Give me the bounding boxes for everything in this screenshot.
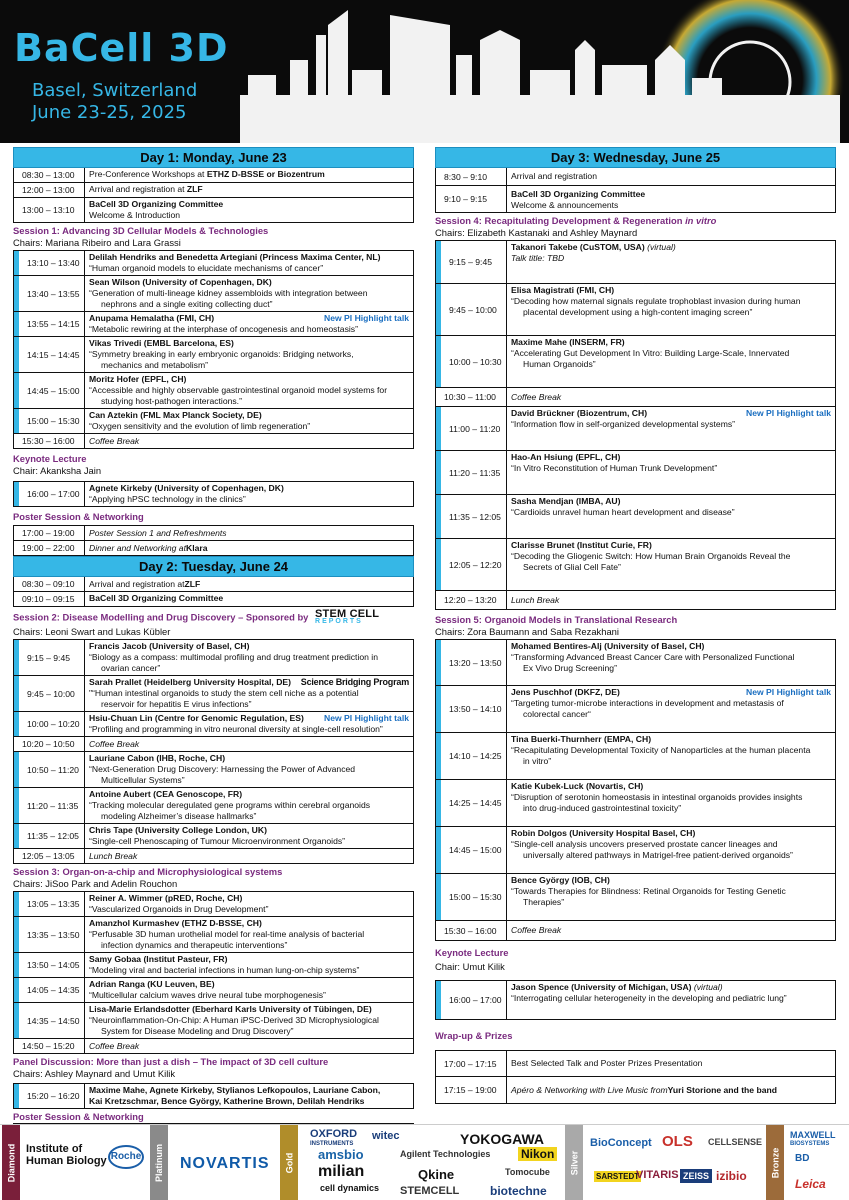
session4-table (435, 240, 836, 610)
session1-table (13, 250, 414, 449)
witec-logo: witec (372, 1130, 400, 1142)
tomocube-logo: Tomocube (505, 1167, 550, 1177)
keynote-table (435, 980, 836, 1020)
event-title: BaCell 3D (14, 26, 229, 70)
session-title: Keynote Lecture (435, 947, 509, 958)
speaker-name: Mohamed Bentires-Alj (University of Basel, CH) (511, 641, 705, 651)
time-cell: 10:00 – 10:30 (436, 336, 507, 387)
speaker-name: Vikas Trivedi (EMBL Barcelona, ES) (89, 338, 234, 348)
stem-cell-reports-logo: STEM CELL REPORTS (315, 608, 380, 625)
time-cell: 10:30 – 11:00 (436, 388, 507, 406)
time-cell: 11:35 – 12:05 (14, 824, 85, 848)
time-cell: 17:15 – 19:00 (436, 1077, 507, 1103)
speaker-name: Robin Dolgos (University Hospital Basel, CH) (511, 828, 696, 838)
talk-title-cont: Therapies” (523, 897, 565, 907)
talk-title-cont: Human Organoids” (523, 359, 596, 369)
talk-title-cont: nephrons and a single exiting collecting duct” (101, 299, 273, 309)
time-cell: 15:00 – 15:30 (14, 409, 85, 433)
speaker-name: Kai Kretzschmar, Bence György, Katherine Brown, Delilah Hendriks (89, 1096, 365, 1106)
talk-title-cont: colorectal cancer“ (523, 709, 591, 719)
session-title: Session 3: Organ-on-a-chip and Microphysiological systems (13, 866, 283, 877)
break-label: Poster Session 1 and Refreshments (89, 527, 227, 538)
talk-row (13, 676, 414, 712)
vitaris-logo: VITARIS (636, 1169, 679, 1181)
amsbio-logo: amsbio (318, 1147, 364, 1162)
time-cell: 10:20 – 10:50 (14, 737, 85, 751)
session-title: Session 5: Organoid Models in Translational Research (435, 614, 678, 625)
break-row (435, 921, 836, 941)
speaker-name: Elisa Magistrati (FMI, CH) (511, 285, 615, 295)
talk-title: “Interrogating cellular heterogeneity in the developing and pediatric lung” (511, 993, 787, 1003)
time-cell: 10:00 – 10:20 (14, 712, 85, 736)
time-cell: 13:55 – 14:15 (14, 312, 85, 336)
talk-title: Talk title: TBD (511, 253, 565, 263)
talk-row (13, 481, 414, 507)
sarstedt-logo: SARSTEDT (596, 1172, 640, 1181)
time-cell: 13:35 – 13:50 (14, 917, 85, 952)
speaker-name: Takanori Takebe (CuSTOM, USA) (virtual) (511, 242, 676, 252)
time-cell: 13:40 – 13:55 (14, 276, 85, 311)
talk-row (435, 336, 836, 388)
table-row: 8:30 – 9:10 Arrival and registration (435, 168, 836, 186)
session-chairs: Chairs: Zora Baumann and Saba Rezakhani (435, 626, 619, 637)
time-cell: 10:50 – 11:20 (14, 752, 85, 787)
session-title: Session 2: Disease Modelling and Drug Discovery – Sponsored by STEM CELL REPORTS (13, 608, 380, 625)
speaker-name: Chris Tape (University College London, UK) (89, 825, 267, 835)
nikon-logo: Nikon (518, 1147, 557, 1161)
time-cell: 12:05 – 12:20 (436, 539, 507, 590)
talk-title: “Accessible and highly observable gastrointestinal organoid model systems for (89, 385, 388, 395)
speaker-name: Can Aztekin (FML Max Planck Society, DE) (89, 410, 262, 420)
time-cell: 14:15 – 14:45 (14, 337, 85, 372)
talk-title-cont: Ex Vivo Drug Screening” (523, 663, 617, 673)
talk-row (435, 451, 836, 495)
break-row (435, 388, 836, 407)
day2-intro-table (13, 577, 414, 607)
talk-row (13, 917, 414, 953)
talk-title-cont: reservoir for hepatitis E virus infections” (101, 699, 252, 709)
talk-title: “Disruption of serotonin homeostasis in intestinal organoids provides insights (511, 792, 803, 802)
break-row (13, 737, 414, 752)
break-label: Apéro & Networking with Live Music from (511, 1084, 668, 1095)
talk-row (13, 373, 414, 409)
speaker-name: Antoine Aubert (CEA Genoscope, FR) (89, 789, 243, 799)
basel-skyline-illustration (230, 0, 849, 143)
speaker-name: Jens Puschhof (DKFZ, DE) (511, 687, 620, 697)
day1-heading: Day 1: Monday, June 23 (13, 147, 414, 168)
tier-silver: Silver (565, 1125, 583, 1200)
talk-title: “Metabolic rewiring at the interphase of oncogenesis and homeostasis” (89, 324, 358, 334)
time-cell: 9:15 – 9:45 (436, 241, 507, 283)
speaker-name: Tina Buerki-Thurnherr (EMPA, CH) (511, 734, 652, 744)
talk-row (13, 752, 414, 788)
talk-title: “Human organoid models to elucidate mechanisms of cancer” (89, 263, 324, 273)
keynote-table (13, 481, 414, 507)
qkine-logo: Qkine (418, 1167, 455, 1182)
session-title: Panel Discussion: More than just a dish – The impact of 3D cell culture (13, 1056, 329, 1067)
speaker-name: Moritz Hofer (EPFL, CH) (89, 374, 187, 384)
time-cell: 14:25 – 14:45 (436, 780, 507, 826)
time-cell: 11:20 – 11:35 (14, 788, 85, 823)
time-cell: 11:00 – 11:20 (436, 407, 507, 450)
talk-title: “Decoding how maternal signals regulate trophoblast invasion during human (511, 296, 801, 306)
talk-title-cont: infection dynamics and therapeutic interventions” (101, 940, 288, 950)
talk-title: "“Human intestinal organoids to study the stem cell niche as a potential (89, 688, 359, 698)
break-label: Lunch Break (511, 594, 560, 605)
talk-title-cont: into drug-induced gastrointestinal toxicity” (523, 803, 682, 813)
speaker-name: Katie Kubek-Luck (Novartis, CH) (511, 781, 644, 791)
session-chairs: Chair: Akanksha Jain (13, 465, 102, 476)
maxwell-logo: MAXWELL BIOSYSTEMS (790, 1130, 836, 1147)
ols-logo: OLS (662, 1133, 693, 1150)
time-cell: 13:50 – 14:05 (14, 953, 85, 977)
time-cell: 14:45 – 15:00 (14, 373, 85, 408)
break-row: 19:00 – 22:00 Dinner and Networking at Klara (13, 541, 414, 556)
talk-title: “Multicellular calcium waves drive neural tube morphogenesis” (89, 990, 326, 1000)
talk-row (13, 250, 414, 276)
talk-row (435, 733, 836, 780)
talk-row (435, 686, 836, 733)
talk-row (13, 953, 414, 978)
time-cell: 12:05 – 13:05 (14, 849, 85, 863)
break-row (13, 849, 414, 864)
break-label: Coffee Break (89, 738, 140, 749)
new-pi-highlight-badge: New PI Highlight talk (746, 687, 831, 697)
talk-title-cont: in vitro” (523, 756, 552, 766)
time-cell: 11:20 – 11:35 (436, 451, 507, 494)
talk-title: “Biology as a compass: multimodal profiling and drug treatment prediction in (89, 652, 378, 662)
talk-row: 17:00 – 17:15 Best Selected Talk and Poster Prizes Presentation (435, 1050, 836, 1077)
session2-table (13, 639, 414, 864)
time-cell: 14:05 – 14:35 (14, 978, 85, 1002)
talk-title: “Single-cell analysis uncovers preserved prostate cancer lineages and (511, 839, 778, 849)
bioconcept-logo: BioConcept (590, 1137, 652, 1149)
time-cell: 17:00 – 19:00 (14, 526, 85, 540)
novartis-logo: NOVARTIS (180, 1155, 270, 1172)
talk-row (435, 284, 836, 336)
speaker-name: Maxime Mahe (INSERM, FR) (511, 337, 625, 347)
speaker-name: Francis Jacob (University of Basel, CH) (89, 641, 250, 651)
time-cell: 19:00 – 22:00 (14, 541, 85, 555)
speaker-name: Anupama Hemalatha (FMI, CH) (89, 313, 215, 323)
speaker-name: Maxime Mahe, Agnete Kirkeby, Stylianos Lefkopoulos, Lauriane Cabon, (89, 1085, 381, 1095)
break-label: Dinner and Networking at (89, 542, 186, 553)
talk-row (13, 978, 414, 1003)
speaker-name: David Brückner (Biozentrum, CH) (511, 408, 648, 418)
session-chairs: Chairs: Leoni Swart and Lukas Kübler (13, 626, 171, 637)
leica-logo: Leica (795, 1177, 826, 1191)
roche-logo: Roche (108, 1145, 144, 1169)
talk-row (13, 409, 414, 434)
poster-table (13, 525, 414, 556)
stemcell-logo: STEMCELL (400, 1185, 460, 1197)
talk-title-cont: universally altered pathways in Matrigel-free patient-derived organoids” (523, 850, 793, 860)
talk-title-cont: Multicellular Systems” (101, 775, 185, 785)
talk-title: “Generation of multi-lineage kidney assembloids with integration between (89, 288, 368, 298)
talk-row (435, 780, 836, 827)
talk-title: “In Vitro Reconstitution of Human Trunk Development” (511, 463, 718, 473)
cellsense-logo: CELLSENSE (708, 1137, 763, 1147)
time-cell: 15:20 – 16:20 (14, 1084, 85, 1108)
time-cell: 9:45 – 10:00 (14, 676, 85, 711)
break-label: Coffee Break (89, 435, 140, 446)
milian-logo: milian (318, 1163, 365, 1180)
talk-row (13, 1003, 414, 1039)
event-dates: June 23-25, 2025 (32, 102, 187, 123)
talk-title: “Information flow in self-organized developmental systems” (511, 419, 736, 429)
ihb-logo: Institute of Human Biology (26, 1143, 107, 1167)
session-title: Session 1: Advancing 3D Cellular Models & Technologies (13, 225, 269, 236)
talk-title: “Transforming Advanced Breast Cancer Care with Personalized Functional (511, 652, 795, 662)
speaker-name: Reiner A. Wimmer (pRED, Roche, CH) (89, 893, 243, 903)
speaker-name: Hsiu-Chuan Lin (Centre for Genomic Regulation, ES) (89, 713, 304, 723)
izibio-logo: izibio (716, 1169, 747, 1183)
table-row: 12:00 – 13:00 Arrival and registration at ZLF (13, 183, 414, 198)
time-cell: 14:10 – 14:25 (436, 733, 507, 779)
talk-row (13, 788, 414, 824)
talk-title-cont: Secrets of Glial Cell Fate” (523, 562, 621, 572)
time-cell: 8:30 – 9:10 (436, 168, 507, 185)
oxford-instruments-logo: OXFORD INSTRUMENTS (310, 1128, 358, 1147)
break-label: Coffee Break (89, 1040, 140, 1051)
talk-title: “Single-cell Phenoscaping of Tumour Microenvironment Organoids” (89, 836, 346, 846)
talk-row (435, 874, 836, 921)
talk-row (13, 1083, 414, 1109)
talk-title-cont: System for Disease Modeling and Drug Discovery” (101, 1026, 294, 1036)
talk-row (435, 240, 836, 284)
wrapup-table (435, 1050, 836, 1104)
day2-heading: Day 2: Tuesday, June 24 (13, 556, 414, 577)
day3-column (435, 147, 836, 1104)
time-cell: 16:00 – 17:00 (14, 482, 85, 506)
session-chairs: Chairs: Elizabeth Kastanaki and Ashley Maynard (435, 227, 638, 238)
table-row: 08:30 – 13:00 Pre-Conference Workshops at ETHZ D-BSSE or Biozentrum (13, 168, 414, 183)
talk-title: “Perfusable 3D human urothelial model for real-time analysis of bacterial (89, 929, 365, 939)
talk-title-cont: studying host-pathogen interactions.” (101, 396, 242, 406)
session5-table (435, 639, 836, 941)
talk-row (13, 639, 414, 676)
session-chairs: Chair: Umut Kilik (435, 961, 505, 972)
break-row: 17:15 – 19:00 Apéro & Networking with Live Music from Yuri Storione and the band (435, 1077, 836, 1104)
talk-title: “Profiling and programming in vitro neuronal diversity at single-cell resolution” (89, 724, 383, 734)
speaker-name: Delilah Hendriks and Benedetta Artegiani (Princess Maxima Center, NL) (89, 252, 381, 262)
talk-title-cont: placental development using a high-content imaging screen” (523, 307, 753, 317)
talk-title: “Modeling viral and bacterial infections in human lung-on-chip systems” (89, 965, 360, 975)
talk-row (13, 712, 414, 737)
speaker-name: Sasha Mendjan (IMBA, AU) (511, 496, 621, 506)
talk-row (13, 337, 414, 373)
talk-title-cont: mechanics and metabolism” (101, 360, 208, 370)
talk-row (435, 827, 836, 874)
talk-title: “Cardioids unravel human heart development and disease” (511, 507, 735, 517)
day3-heading: Day 3: Wednesday, June 25 (435, 147, 836, 168)
yokogawa-logo: YOKOGAWA (460, 1131, 545, 1147)
talk-title: “Decoding the Gliogenic Switch: How Human Brain Organoids Reveal the (511, 551, 791, 561)
time-cell: 14:35 – 14:50 (14, 1003, 85, 1038)
tier-bronze: Bronze (766, 1125, 784, 1200)
table-row: 9:10 – 9:15 BaCell 3D Organizing Committee Welcome & announcements (435, 186, 836, 213)
time-cell: 09:10 – 09:15 (14, 592, 85, 606)
time-cell: 9:10 – 9:15 (436, 186, 507, 212)
session-title: Session 4: Recapitulating Development & Regeneration in vitro (435, 215, 717, 226)
break-row (435, 591, 836, 610)
speaker-name: Clarisse Brunet (Institut Curie, FR) (511, 540, 652, 550)
speaker-name: Adrian Ranga (KU Leuven, BE) (89, 979, 215, 989)
sponsor-bar (0, 1124, 849, 1200)
talk-title: “Symmetry breaking in early embryonic organoids: Bridging networks, (89, 349, 354, 359)
time-cell: 12:00 – 13:00 (14, 183, 85, 197)
time-cell: 16:00 – 17:00 (436, 981, 507, 1019)
time-cell: 08:30 – 09:10 (14, 577, 85, 591)
speaker-name: Lisa-Marie Erlandsdotter (Eberhard Karls University of Tübingen, DE) (89, 1004, 372, 1014)
time-cell: 08:30 – 13:00 (14, 168, 85, 182)
biotechne-logo: biotechne (490, 1184, 547, 1198)
time-cell: 14:45 – 15:00 (436, 827, 507, 873)
speaker-name: Sarah Prallet (Heidelberg University Hospital, DE) (89, 677, 292, 687)
session-chairs: Chairs: Mariana Ribeiro and Lara Grassi (13, 237, 181, 248)
table-row: 13:00 – 13:10 BaCell 3D Organizing Committee Welcome & Introduction (13, 198, 414, 223)
day1-day2-column (13, 147, 414, 1139)
bd-logo: BD (795, 1153, 810, 1164)
time-cell: 11:35 – 12:05 (436, 495, 507, 538)
speaker-name: BaCell 3D Organizing Committee (89, 593, 224, 603)
break-label: Coffee Break (511, 391, 562, 402)
talk-title: “Tracking molecular deregulated gene programs within cerebral organoids (89, 800, 371, 810)
time-cell: 13:20 – 13:50 (436, 640, 507, 685)
talk-row (13, 891, 414, 917)
talk-title: “Oxygen sensitivity and the evolution of limb regeneration” (89, 421, 311, 431)
speaker-name: Samy Gobaa (Institut Pasteur, FR) (89, 954, 228, 964)
time-cell: 17:00 – 17:15 (436, 1051, 507, 1076)
session-chairs: Chairs: JiSoo Park and Adelin Rouchon (13, 878, 178, 889)
session-title: Poster Session & Networking (13, 1111, 144, 1122)
event-location (32, 80, 197, 124)
speaker-name: Bence György (IOB, CH) (511, 875, 610, 885)
session-title: Poster Session & Networking (13, 511, 144, 522)
time-cell: 13:05 – 13:35 (14, 892, 85, 916)
time-cell: 13:50 – 14:10 (436, 686, 507, 732)
tier-diamond: Diamond (2, 1125, 20, 1200)
session-title: Keynote Lecture (13, 453, 87, 464)
break-row (13, 525, 414, 541)
new-pi-highlight-badge: New PI Highlight talk (324, 713, 409, 723)
talk-title: “Recapitulating Developmental Toxicity of Nanoparticles at the human placenta (511, 745, 811, 755)
talk-row (435, 407, 836, 451)
talk-row (13, 276, 414, 312)
talk-title: “Vascularized Organoids in Drug Development” (89, 904, 269, 914)
talk-title-cont: modeling Alzheimer’s disease hallmarks” (101, 811, 257, 821)
talk-title: “Applying hPSC technology in the clinics” (89, 494, 246, 504)
talk-title: “Accelerating Gut Development In Vitro: Building Large-Scale, Innervated (511, 348, 790, 358)
break-row (13, 1039, 414, 1054)
time-cell: 13:00 – 13:10 (14, 198, 85, 222)
new-pi-highlight-badge: New PI Highlight talk (746, 408, 831, 418)
talk-row (435, 639, 836, 686)
event-city: Basel, Switzerland (32, 80, 198, 101)
time-cell: 9:45 – 10:00 (436, 284, 507, 335)
talk-row (435, 539, 836, 591)
time-cell: 15:30 – 16:00 (14, 434, 85, 448)
time-cell: 12:20 – 13:20 (436, 591, 507, 609)
tier-platinum: Platinum (150, 1125, 168, 1200)
new-pi-highlight-badge: New PI Highlight talk (324, 313, 409, 323)
talk-row (13, 824, 414, 849)
speaker-name: Agnete Kirkeby (University of Copenhagen, DK) (89, 483, 284, 493)
break-row (13, 434, 414, 449)
time-cell: 15:30 – 16:00 (436, 921, 507, 940)
time-cell: 9:15 – 9:45 (14, 640, 85, 675)
agilent-logo: Agilent Technologies (400, 1149, 491, 1159)
zeiss-logo: ZEISS (680, 1169, 712, 1183)
talk-row (13, 592, 414, 607)
header-banner (0, 0, 849, 143)
break-label: Lunch Break (89, 850, 138, 861)
break-label: Coffee Break (511, 925, 562, 935)
talk-row (13, 312, 414, 337)
talk-title: “Neuroinflammation-On-Chip: A Human iPSC-Derived 3D Microphysiological (89, 1015, 379, 1025)
time-cell: 13:10 – 13:40 (14, 251, 85, 275)
session-chairs: Chairs: Ashley Maynard and Umut Kilik (13, 1068, 176, 1079)
cell-dynamics-logo: cell dynamics (320, 1183, 380, 1193)
talk-title-cont: ovarian cancer” (101, 663, 161, 673)
talk-row (435, 980, 836, 1020)
tier-gold: Gold (280, 1125, 298, 1200)
session3-table (13, 891, 414, 1054)
speaker-name: Jason Spence (University of Michigan, USA) (virtual) (511, 982, 723, 992)
talk-title: “Next-Generation Drug Discovery: Harnessing the Power of Advanced (89, 764, 356, 774)
time-cell: 14:50 – 15:20 (14, 1039, 85, 1053)
panel-table (13, 1083, 414, 1109)
speaker-name: Amanzhol Kurmashev (ETHZ D-BSSE, CH) (89, 918, 262, 928)
science-bridging-badge: Science Bridging Program (300, 677, 409, 687)
talk-row: 08:30 – 09:10 Arrival and registration at ZLF (13, 577, 414, 592)
speaker-name: Hao-An Hsiung (EPFL, CH) (511, 452, 621, 462)
speaker-name: Sean Wilson (University of Copenhagen, DK) (89, 277, 272, 287)
talk-title: “Targeting tumor-microbe interactions in development and metastasis of (511, 698, 784, 708)
talk-row (435, 495, 836, 539)
talk-title: “Towards Therapies for Blindness: Retinal Organoids for Testing Genetic (511, 886, 786, 896)
speaker-name: Lauriane Cabon (IHB, Roche, CH) (89, 753, 226, 763)
time-cell: 15:00 – 15:30 (436, 874, 507, 920)
session-title: Wrap-up & Prizes (435, 1030, 513, 1041)
